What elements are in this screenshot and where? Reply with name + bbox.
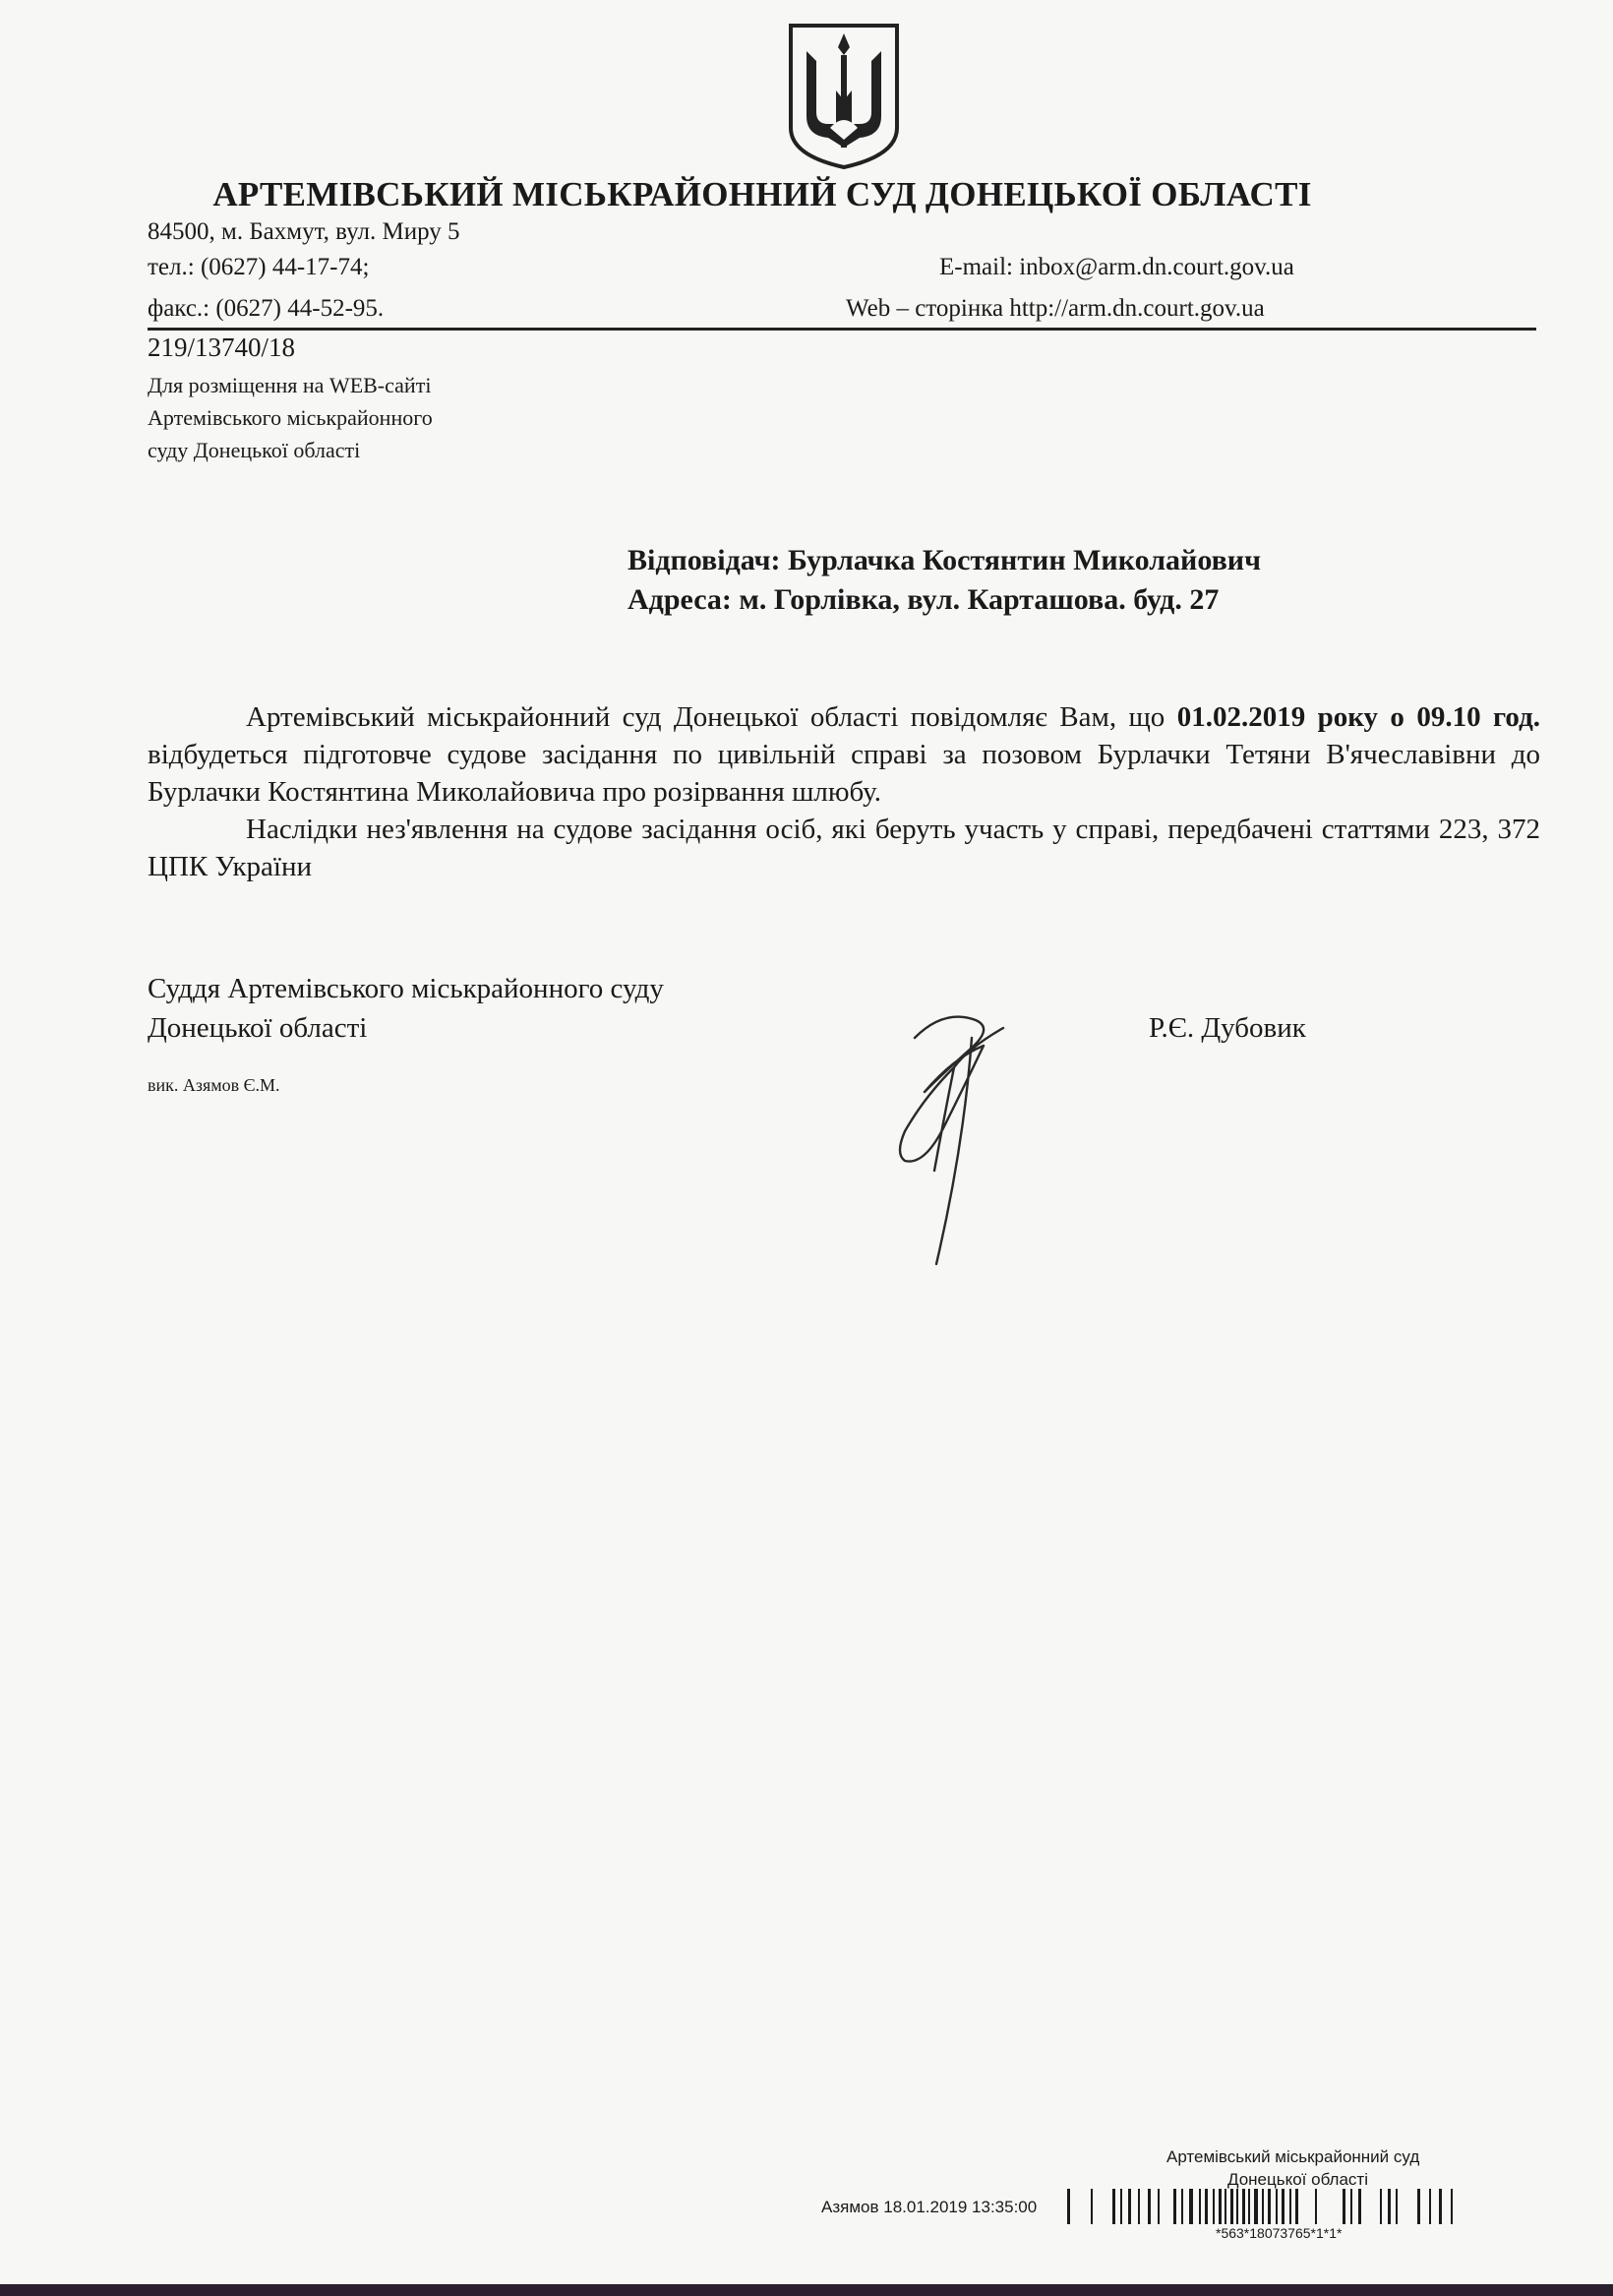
respondent-name: Відповідач: Бурлачка Костянтин Миколайович [627,544,1261,576]
respondent-address: Адреса: м. Горлівка, вул. Карташова. буд. 27 [627,583,1220,616]
placement-note-line: Артемівського міськрайонного [148,405,433,430]
stamp-org-line1: Артемівський міськрайонний суд [1166,2147,1420,2166]
handwritten-signature [885,998,1023,1274]
notice-paragraph: Артемівський міськрайонний суд Донецької області повідомляє Вам, що 01.02.2019 року о 09.10 год. відбудеться підготовче судове засідання по цивільній справі за позовом Бурлачки Тетяни В'ячеславівни до Бурлачки Костянтина Миколайовича про розірвання шлюбу. [148,701,1540,808]
header-divider [148,328,1536,331]
case-number: 219/13740/18 [148,332,296,362]
judge-title-line: Суддя Артемівського міськрайонного суду [148,973,664,1004]
coat-of-arms-trident-icon [787,22,901,169]
consequences-paragraph: Наслідки нез'явлення на судове засідання осіб, які беруть участь у справі, передбачені статтями 223, 372 ЦПК України [148,814,1540,882]
hearing-datetime: 01.02.2019 року о 09.10 год. [1176,701,1540,733]
judge-title [148,969,664,1048]
scan-edge [0,2284,1613,2296]
stamp-timestamp: Азямов 18.01.2019 13:35:00 [821,2198,1038,2216]
judge-name: Р.Є. Дубовик [1149,1012,1306,1044]
court-address: 84500, м. Бахмут, вул. Миру 5 [148,218,460,245]
court-fax: факс.: (0627) 44-52-95. [148,295,385,322]
notice-body [148,698,1540,885]
placement-note-line: суду Донецької області [148,438,361,462]
executor-note: вик. Азямов Є.М. [148,1075,280,1095]
placement-note-line: Для розміщення на WEB-сайті [148,373,432,397]
court-website: Web – сторінка http://arm.dn.court.gov.ua [846,295,1265,322]
document-barcode [1067,2189,1544,2224]
barcode-text: *563*18073765*1*1* [1216,2225,1343,2241]
court-phone: тел.: (0627) 44-17-74; [148,254,370,280]
court-name-heading: АРТЕМІВСЬКИЙ МІСЬКРАЙОННИЙ СУД ДОНЕЦЬКОЇ ОБЛАСТІ [212,175,1312,213]
court-email: E-mail: inbox@arm.dn.court.gov.ua [939,254,1294,280]
placement-note [148,369,433,466]
stamp-org-line2: Донецької області [1227,2170,1368,2189]
judge-title-line: Донецької області [148,1012,368,1044]
